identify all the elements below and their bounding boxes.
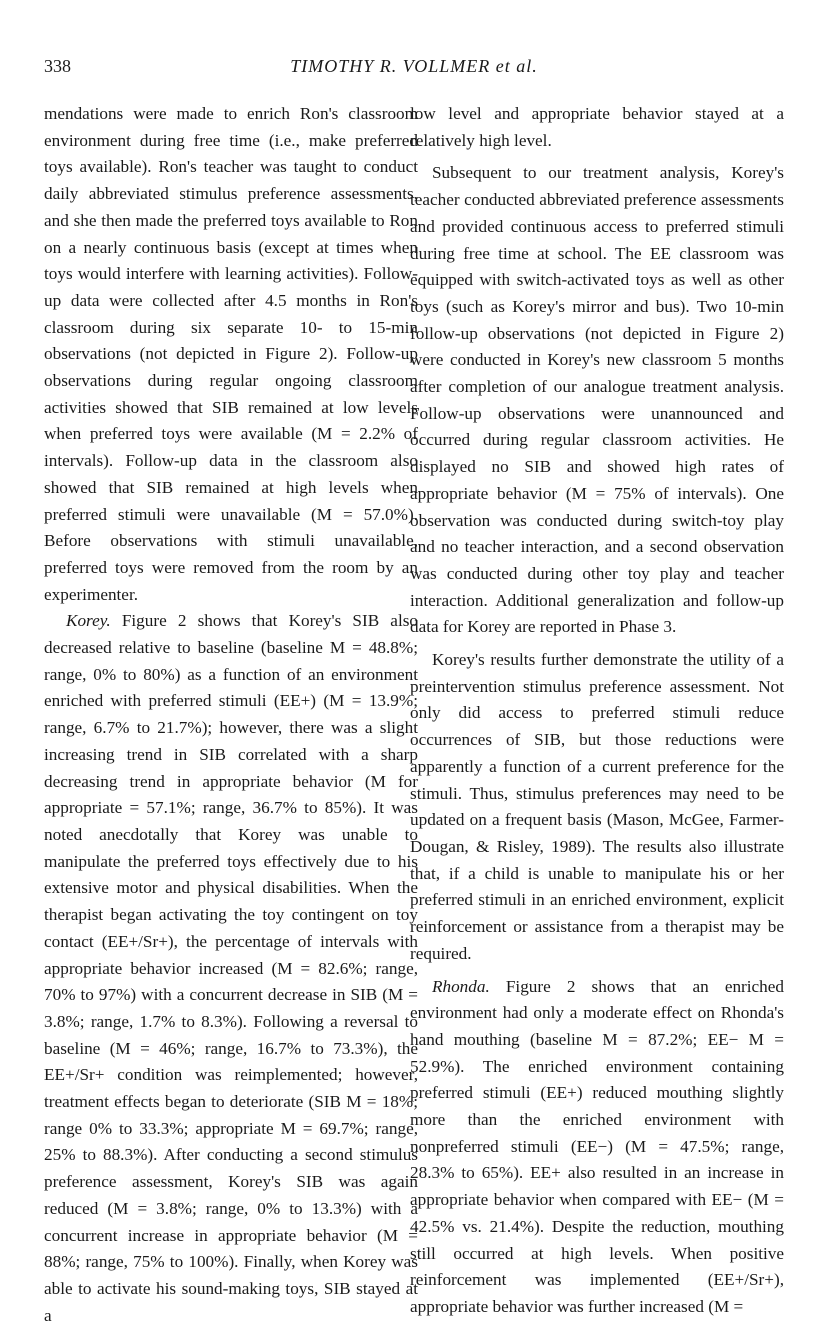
paragraph-ron-followup: mendations were made to enrich Ron's classroom environment during free time (i.e., make preferred toys available). Ron's teacher was taught to conduct daily abbreviated stimulus preference assessments, and she then made the preferred toys available to Ron on a nearly continuous basis (except at times when toys would interfere with learning activities). Follow-up data were collected after 4.5 months in Ron's classroom during six separate 10- to 15-min observations (not depicted in Figure 2). Follow-up observations during regular ongoing classroom activities showed that SIB remained at low levels when preferred toys were available (M = 2.2% of intervals). Follow-up data in the classroom also showed that SIB remained at high levels when preferred stimuli were unavailable (M = 57.0%). Before observations with stimuli unavailable, preferred toys were removed from the room by an experimenter. xyxy=(44,104,418,604)
left-column xyxy=(44,101,418,1329)
paragraph-korey-followup: Subsequent to our treatment analysis, Korey's teacher conducted abbreviated preference assessments and provided continuous access to preferred stimuli during free time at school. The EE classroom was equipped with switch-activated toys as well as other toys (such as Korey's mirror and bus). Two 10-min follow-up observations (not depicted in Figure 2) were conducted in Korey's new classroom 5 months after completion of our analogue treatment analysis. Follow-up observations were unannounced and occurred during regular classroom activities. He displayed no SIB and showed high rates of appropriate behavior (M = 75% of intervals). One observation was conducted during switch-toy play and no teacher interaction, and a second observation was conducted during other toy play and teacher interaction. Additional generalization and follow-up data for Korey are reported in Phase 3. xyxy=(410,163,784,637)
paragraph-korey-body: Figure 2 shows that Korey's SIB also decreased relative to baseline (baseline M = 48.8%; range, 0% to 80%) as a function of an environment enriched with preferred stimuli (EE+) (M = 13.9%; range, 6.7% to 21.7%); however, there was a slight increasing trend in SIB correlated with a sharp decreasing trend in appropriate behavior (M for appropriate = 57.1%; range, 36.7% to 85%). It was noted anecdotally that Korey was unable to manipulate the preferred toys effectively due to his extensive motor and physical disabilities. When the therapist began activating the toy contingent on toy contact (EE+/Sr+), the percentage of intervals with appropriate behavior increased (M = 82.6%; range, 70% to 97%) with a concurrent decrease in SIB (M = 3.8%; range, 1.7% to 8.3%). Following a reversal to baseline (M = 46%; range, 16.7% to 73.3%), the EE+/Sr+ condition was reimplemented; however, treatment effects began to deteriorate (SIB M = 18%; range 0% to 33.3%; appropriate M = 69.7%; range, 25% to 88.3%). After conducting a second stimulus preference assessment, Korey's SIB was again reduced (M = 3.8%; range, 0% to 13.3%) with a concurrent increase in appropriate behavior (M = 88%; range, 75% to 100%). Finally, when Korey was able to activate his sound-making toys, SIB stayed at a xyxy=(44,611,418,1325)
run-in-heading-korey: Korey. xyxy=(66,611,111,631)
run-in-heading-rhonda: Rhonda. xyxy=(432,976,490,996)
running-head: TIMOTHY R. VOLLMER et al. xyxy=(290,56,538,76)
paragraph-korey-results xyxy=(44,608,418,1329)
paragraph-korey-discussion: Korey's results further demonstrate the utility of a preintervention stimulus preference assessment. Not only did access to preferred stimuli reduce occurrences of SIB, but those reductions were apparently a function of a current preference for the stimuli. Thus, stimulus preferences may need to be updated on a frequent basis (Mason, McGee, Farmer-Dougan, & Risley, 1989). The results also illustrate that, if a child is unable to manipulate his or her preferred stimuli in an enriched environment, explicit reinforcement or assistance from a therapist may be required. xyxy=(410,650,784,963)
paragraph-rhonda-results xyxy=(410,974,784,1321)
paragraph-korey-continued: low level and appropriate behavior stayed at a relatively high level. xyxy=(410,104,784,150)
paragraph-rhonda-body: Figure 2 shows that an enriched environment had only a moderate effect on Rhonda's hand mouthing (baseline M = 87.2%; EE− M = 52.9%). The enriched environment containing preferred stimuli (EE+) reduced mouthing slightly more than the enriched environment with nonpreferred stimuli (EE−) (M = 47.5%; range, 28.3% to 65%). EE+ also resulted in an increase in appropriate behavior when compared with EE− (M = 42.5% vs. 21.4%). Despite the reduction, mouthing still occurred at high levels. When positive reinforcement was implemented (EE+/Sr+), appropriate behavior was further increased (M = xyxy=(410,976,784,1316)
right-column xyxy=(410,101,784,1321)
page-number: 338 xyxy=(44,56,71,76)
page-header xyxy=(44,56,784,80)
